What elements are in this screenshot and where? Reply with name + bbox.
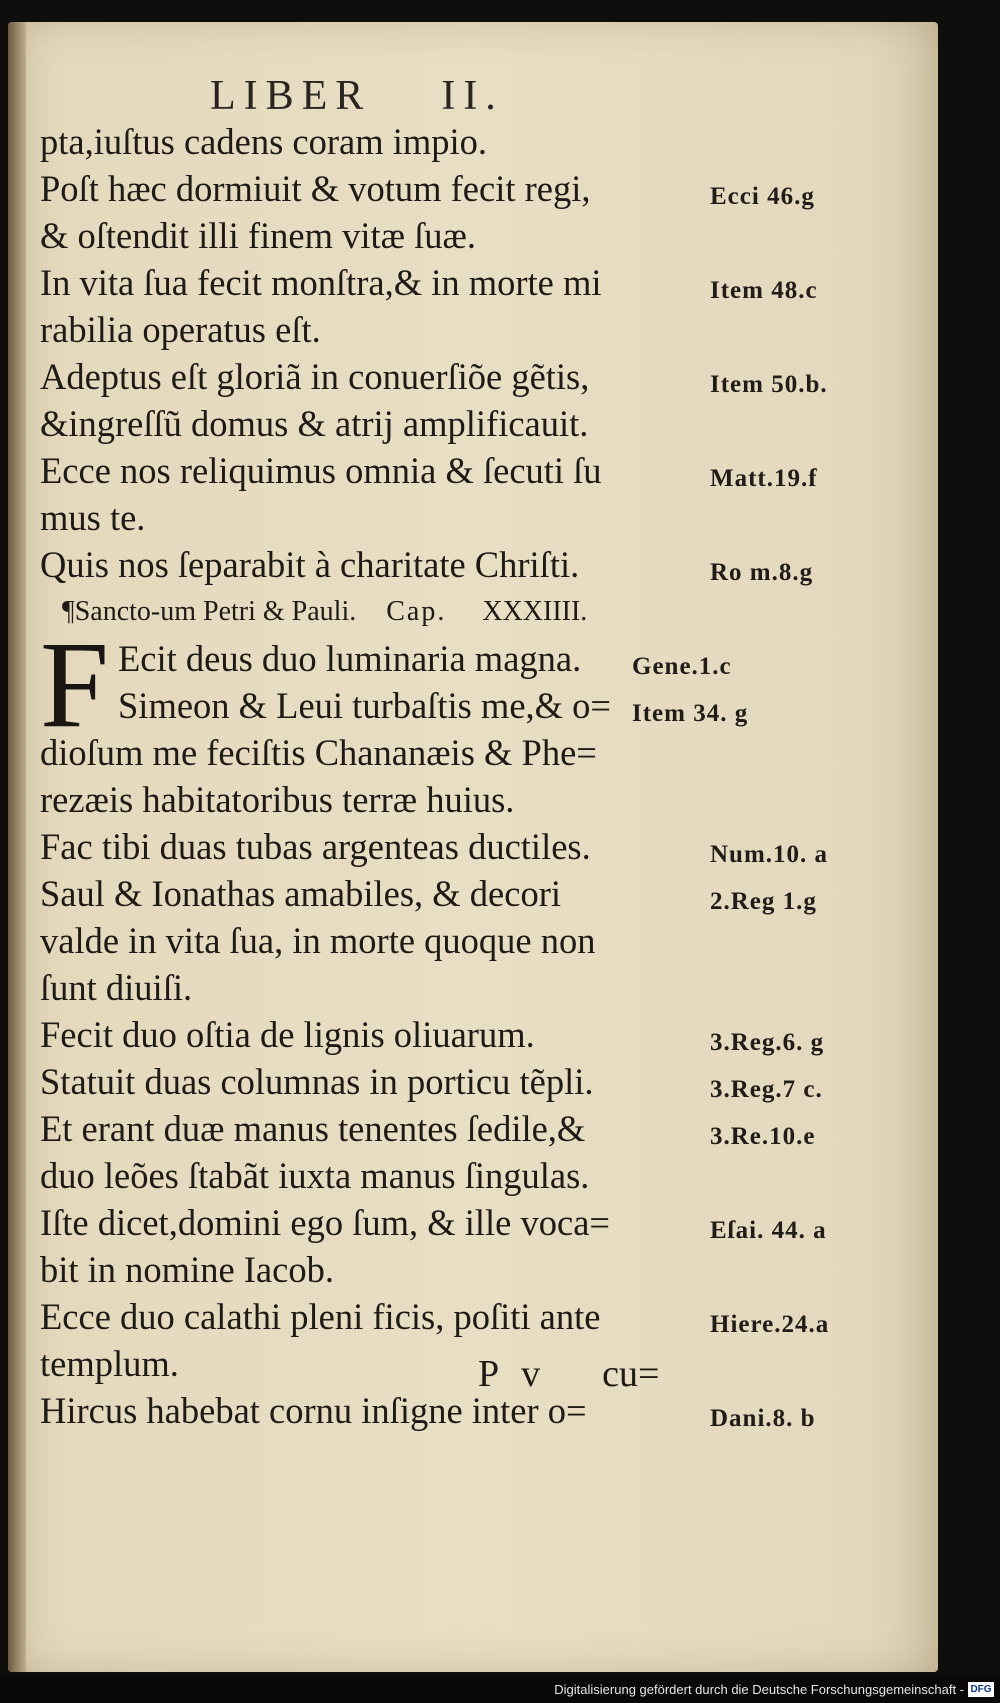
text-line <box>40 447 818 494</box>
text-line <box>40 306 700 353</box>
line-text: In vita ſua fecit monſtra,& in morte mi <box>40 262 602 303</box>
funding-credit: Digitalisierung gefördert durch die Deutsche Forschungsgemeinschaft - <box>554 1682 964 1697</box>
text-line <box>40 1105 816 1152</box>
text-line <box>40 964 700 1011</box>
line-text: rabilia operatus eſt. <box>40 309 321 350</box>
line-text: duo leões ſtabãt iuxta manus ſingulas. <box>40 1155 590 1196</box>
margin-reference: Ecci 46.g <box>710 183 815 210</box>
text-line <box>40 1199 827 1246</box>
chapter-title: ¶Sancto-um Petri & Pauli. <box>62 596 357 627</box>
margin-reference: Ro m.8.g <box>710 559 814 586</box>
text-line <box>40 259 818 306</box>
line-text: valde in vita ſua, in morte quoque non <box>40 920 596 961</box>
margin-reference: 2.Reg 1.g <box>710 888 817 915</box>
margin-reference: Gene.1.c <box>632 653 732 680</box>
line-text: Ecce duo calathi pleni ficis, poſiti ante <box>40 1296 601 1337</box>
text-line <box>40 917 700 964</box>
text-line <box>40 1152 700 1199</box>
text-line <box>40 776 700 823</box>
line-text: Ecit deus duo luminaria magna. <box>118 638 582 679</box>
text-line <box>40 729 700 776</box>
catchword: cu= <box>602 1353 660 1395</box>
margin-reference: Eſai. 44. a <box>710 1217 827 1244</box>
running-header <box>210 72 504 120</box>
signature-number: v <box>521 1353 541 1395</box>
line-text: Statuit duas columnas in porticu tẽpli. <box>40 1061 594 1102</box>
line-text: Poſt hæc dormiuit & votum fecit regi, <box>40 168 591 209</box>
text-line <box>40 212 700 259</box>
text-line <box>40 1293 830 1340</box>
header-book-number: II. <box>441 73 504 119</box>
catchword-line <box>478 1352 681 1396</box>
text-line <box>40 823 829 870</box>
line-text: ſunt diuiſi. <box>40 967 193 1008</box>
line-text: Simeon & Leui turbaſtis me,& o= <box>118 685 611 726</box>
margin-reference: 3.Reg.6. g <box>710 1029 825 1056</box>
chapter-heading <box>40 588 700 635</box>
margin-reference: Hiere.24.a <box>710 1311 830 1338</box>
text-line <box>40 118 700 165</box>
text-line <box>40 1058 823 1105</box>
header-liber: LIBER <box>210 73 372 119</box>
chapter-label: Cap. <box>386 596 447 627</box>
margin-reference: 3.Reg.7 c. <box>710 1076 823 1103</box>
text-line <box>40 165 815 212</box>
line-text: Et erant duæ manus tenentes ſedile,& <box>40 1108 586 1149</box>
line-text: templum. <box>40 1343 179 1384</box>
margin-reference: Item 34. g <box>632 700 749 727</box>
text-line <box>40 541 814 588</box>
text-line <box>40 870 817 917</box>
line-text: Quis nos ſeparabit à charitate Chriſti. <box>40 544 580 585</box>
line-text: Fecit duo oſtia de lignis oliuarum. <box>40 1014 535 1055</box>
chapter-number: XXXIIII. <box>482 596 588 627</box>
line-text: Iſte dicet,domini ego ſum, & ille voca= <box>40 1202 610 1243</box>
line-text: dioſum me feciſtis Chananæis & Phe= <box>40 732 597 773</box>
signature-mark: P <box>478 1353 500 1395</box>
text-line <box>40 1011 825 1058</box>
margin-reference: 3.Re.10.e <box>710 1123 816 1150</box>
line-text: &ingreſſũ domus & atrij amplificauit. <box>40 403 589 444</box>
margin-reference: Item 50.b. <box>710 371 828 398</box>
line-text: Saul & Ionathas amabiles, & decori <box>40 873 561 914</box>
line-text: pta,iuſtus cadens coram impio. <box>40 121 488 162</box>
line-text: Ecce nos reliquimus omnia & ſecuti ſu <box>40 450 602 491</box>
line-text: & oſtendit illi finem vitæ ſuæ. <box>40 215 476 256</box>
drop-capital: F <box>40 616 109 753</box>
margin-reference: Num.10. a <box>710 841 829 868</box>
text-line <box>40 1246 700 1293</box>
margin-reference: Matt.19.f <box>710 465 818 492</box>
line-text: rezæis habitatoribus terræ huius. <box>40 779 515 820</box>
line-text: Hircus habebat cornu inſigne inter o= <box>40 1390 587 1431</box>
text-line <box>40 400 700 447</box>
line-text: Fac tibi duas tubas argenteas ductiles. <box>40 826 591 867</box>
text-line <box>40 682 749 729</box>
line-text: bit in nomine Iacob. <box>40 1249 334 1290</box>
line-text: Adeptus eſt gloriã in conuerſiõe gẽtis, <box>40 356 590 397</box>
margin-reference: Item 48.c <box>710 277 818 304</box>
page-text <box>40 118 830 1434</box>
line-text: mus te. <box>40 497 146 538</box>
text-line <box>40 494 700 541</box>
page-gutter <box>8 22 26 1672</box>
text-line <box>40 353 828 400</box>
dfg-logo-icon: DFG <box>968 1682 994 1697</box>
margin-reference: Dani.8. b <box>710 1405 816 1432</box>
